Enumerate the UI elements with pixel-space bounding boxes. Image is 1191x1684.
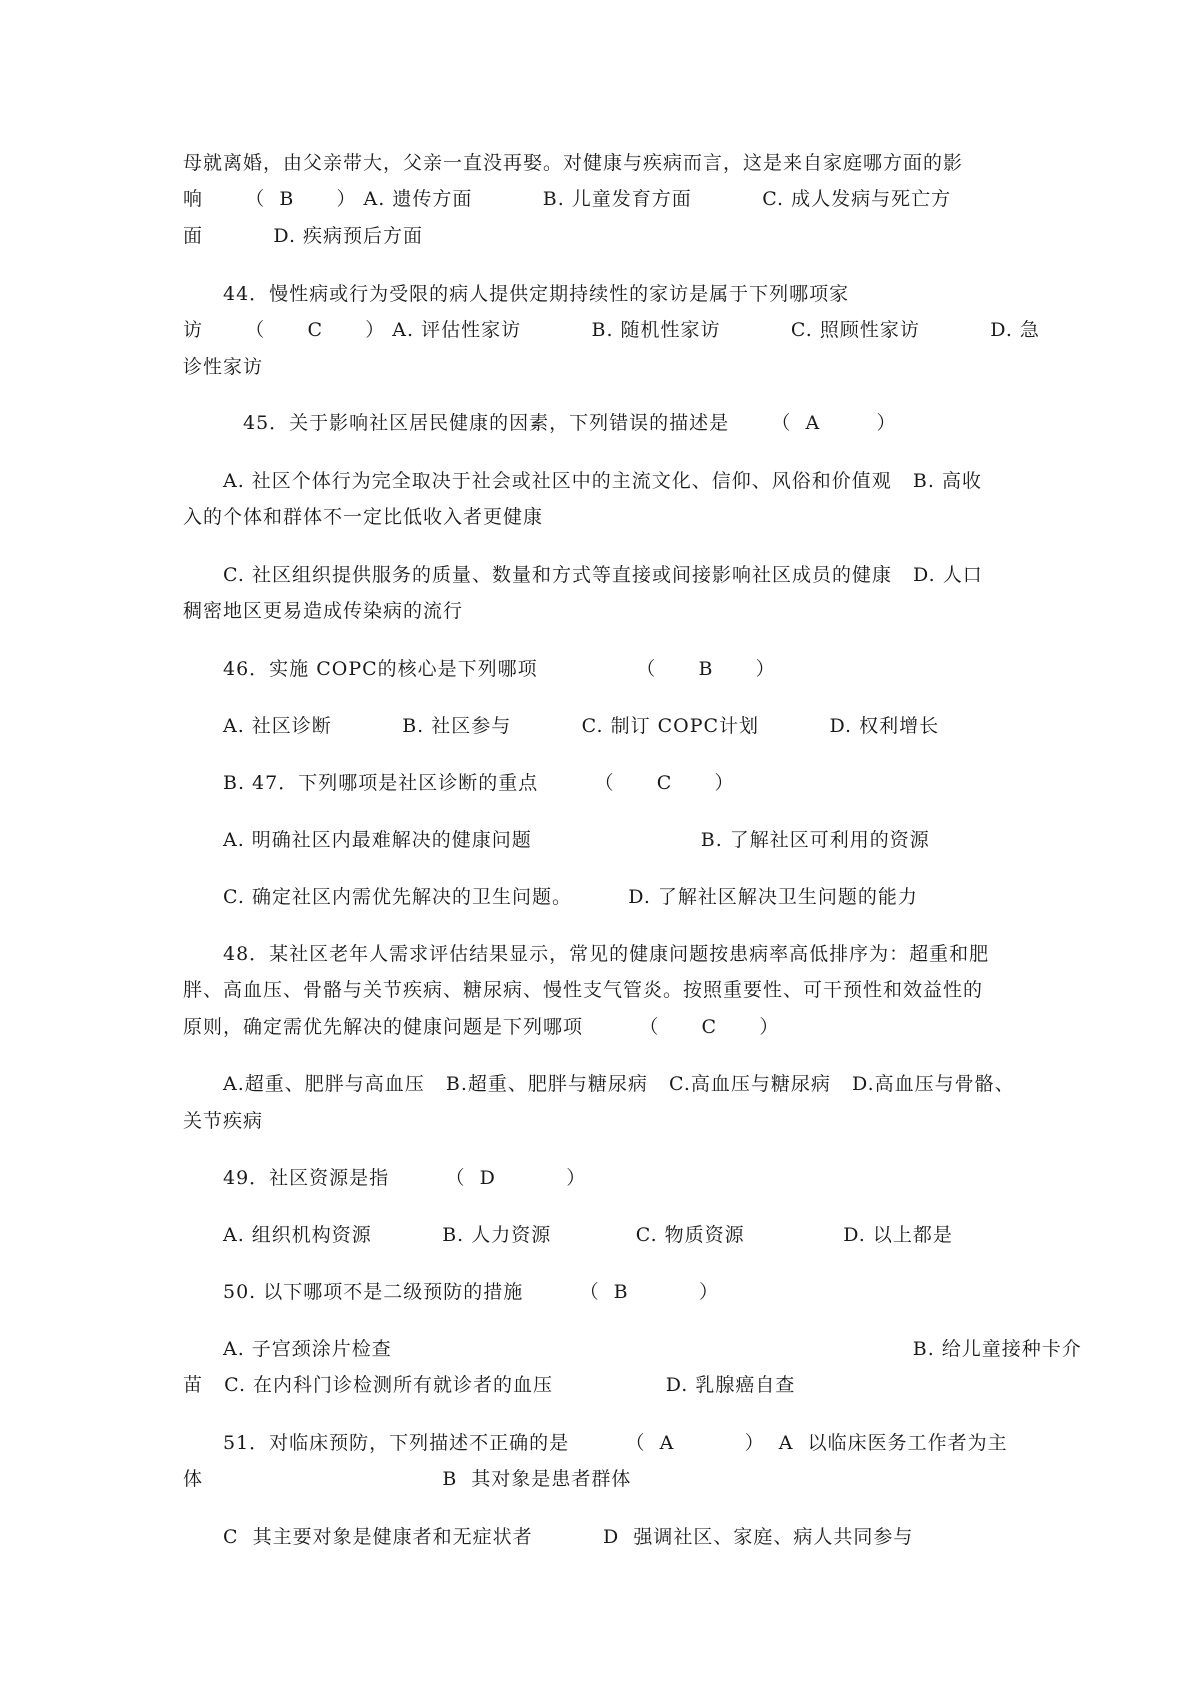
text-line: 原则，确定需优先解决的健康问题是下列哪项 （ C ） (183, 1016, 780, 1038)
text-line: 49．社区资源是指 （ D ） (223, 1167, 587, 1189)
text-line: C 其主要对象是健康者和无症状者 D 强调社区、家庭、病人共同参与 (223, 1526, 914, 1548)
text-line: 胖、高血压、骨骼与关节疾病、糖尿病、慢性支气管炎。按照重要性、可干预性和效益性的 (183, 979, 984, 1001)
text-line: 苗 C. 在内科门诊检测所有就诊者的血压 D. 乳腺癌自查 (183, 1374, 796, 1396)
text-line: 稠密地区更易造成传染病的流行 (183, 600, 464, 622)
text-line: 关节疾病 (183, 1110, 264, 1132)
text-line: 44．慢性病或行为受限的病人提供定期持续性的家访是属于下列哪项家 (223, 283, 850, 305)
text-line: 访 （ C ） A. 评估性家访 B. 随机性家访 C. 照顾性家访 D. 急 (183, 319, 1040, 341)
text-line: 46．实施 COPC的核心是下列哪项 （ B ） (223, 658, 776, 680)
text-line: 48．某社区老年人需求评估结果显示，常见的健康问题按患病率高低排序为：超重和肥 (223, 943, 990, 965)
text-line: 诊性家访 (183, 356, 264, 378)
text-line: A. 明确社区内最难解决的健康问题 B. 了解社区可利用的资源 (223, 829, 930, 851)
text-line: 45．关于影响社区居民健康的因素，下列错误的描述是 （ A ） (243, 412, 897, 434)
text-line: A. 组织机构资源 B. 人力资源 C. 物质资源 D. 以上都是 (223, 1224, 953, 1246)
text-line: C. 确定社区内需优先解决的卫生问题。 D. 了解社区解决卫生问题的能力 (223, 886, 918, 908)
text-line: 入的个体和群体不一定比低收入者更健康 (183, 506, 544, 528)
text-line: B. 47．下列哪项是社区诊断的重点 （ C ） (223, 772, 735, 794)
text-line: C. 社区组织提供服务的质量、数量和方式等直接或间接影响社区成员的健康 D. 人口 (223, 564, 983, 586)
text-line: A. 子宫颈涂片检查 B. 给儿童接种卡介 (223, 1338, 1082, 1360)
text-line: A.超重、肥胖与高血压 B.超重、肥胖与糖尿病 C.高血压与糖尿病 D.高血压与骨骼、 (223, 1073, 1015, 1095)
text-line: 响 （ B ） A. 遗传方面 B. 儿童发育方面 C. 成人发病与死亡方 (183, 188, 952, 210)
text-line: 面 D. 疾病预后方面 (183, 225, 424, 247)
text-line: 体 B 其对象是患者群体 (183, 1468, 632, 1490)
text-line: 母就离婚，由父亲带大，父亲一直没再娶。对健康与疾病而言，这是来自家庭哪方面的影 (183, 152, 964, 174)
text-line: A. 社区诊断 B. 社区参与 C. 制订 COPC计划 D. 权利增长 (223, 715, 940, 737)
text-line: A. 社区个体行为完全取决于社会或社区中的主流文化、信仰、风俗和价值观 B. 高收 (223, 470, 982, 492)
text-line: 50. 以下哪项不是二级预防的措施 （ B ） (223, 1281, 720, 1303)
text-line: 51．对临床预防，下列描述不正确的是 （ A ） A 以临床医务工作者为主 (223, 1432, 1008, 1454)
